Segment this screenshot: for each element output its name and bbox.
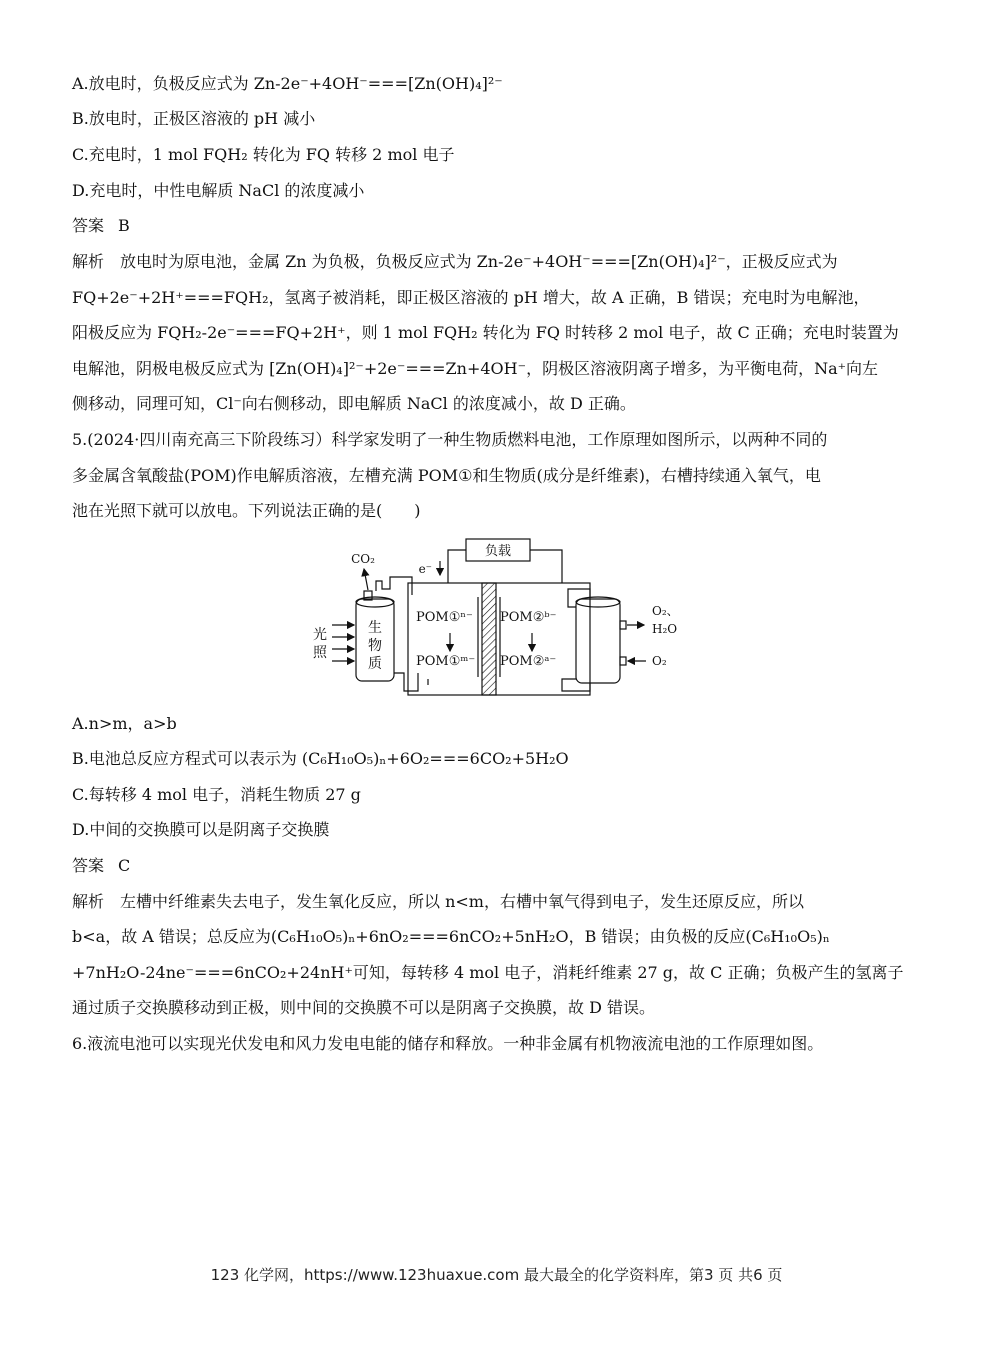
wire-right — [530, 550, 562, 583]
pom2-b-label: POM②ᵇ⁻ — [500, 610, 557, 625]
page-footer: 123 化学网，https://www.123huaxue.com 最大最全的化学资料库，第3 页 共6 页 — [210, 1266, 783, 1284]
q5-option-d: D.中间的交换膜可以是阴离子交换膜 — [72, 820, 330, 839]
q5-analysis-line: 解析 左槽中纤维素失去电子，发生氧化反应，所以 n<m，右槽中氧气得到电子，发生还原反应，所以 — [72, 892, 804, 911]
pom1-n-label: POM①ⁿ⁻ — [416, 610, 473, 625]
q4-analysis-line: 电解池，阴极电极反应式为 [Zn(OH)₄]²⁻+2e⁻===Zn+4OH⁻，阴极区溶液阴离子增多，为平衡电荷，Na⁺向左 — [72, 359, 879, 378]
q5-stem-line: 5.(2024·四川南充高三下阶段练习）科学家发明了一种生物质燃料电池，工作原理如图所示，以两种不同的 — [72, 430, 828, 449]
q5-analysis-line: b<a，故 A 错误；总反应为(C₆H₁₀O₅)ₙ+6nO₂===6nCO₂+5nH₂O，B 错误；由负极的反应(C₆H₁₀O₅)ₙ — [72, 927, 830, 946]
light-char: 照 — [313, 645, 327, 661]
q5-option-a: A.n>m，a>b — [72, 714, 177, 733]
q4-answer-label: 答案 — [72, 216, 105, 235]
biomass-char: 质 — [368, 656, 382, 672]
oxygen-cylinder — [576, 599, 620, 683]
co2-label: CO₂ — [351, 552, 375, 566]
outlet-o2-label: O₂、 — [652, 604, 679, 618]
pom1-m-label: POM①ᵐ⁻ — [416, 654, 476, 669]
q5-analysis-line: 通过质子交换膜移动到正极，则中间的交换膜不可以是阴离子交换膜，故 D 错误。 — [72, 998, 656, 1017]
q4-option-c: C.充电时，1 mol FQH₂ 转化为 FQ 转移 2 mol 电子 — [72, 145, 455, 164]
q4-analysis-line: 解析 放电时为原电池，金属 Zn 为负极，负极反应式为 Zn-2e⁻+4OH⁻===[Zn(OH)₄]²⁻，正极反应式为 — [72, 252, 838, 271]
q5-answer-label: 答案 — [72, 856, 105, 875]
exchange-membrane — [482, 583, 496, 695]
q4-analysis-line: 侧移动，同理可知，Cl⁻向右侧移动，即电解质 NaCl 的浓度减小，故 D 正确。 — [72, 394, 636, 413]
pom2-a-label: POM②ᵃ⁻ — [500, 654, 557, 669]
q4-answer-value: B — [118, 216, 130, 235]
q4-option-b: B.放电时，正极区溶液的 pH 减小 — [72, 109, 316, 128]
q5-answer-value: C — [118, 856, 131, 875]
q5-option-b: B.电池总反应方程式可以表示为 (C₆H₁₀O₅)ₙ+6O₂===6CO₂+5H₂O — [72, 749, 569, 768]
q4-analysis-line: 阳极反应为 FQH₂-2e⁻===FQ+2H⁺，则 1 mol FQH₂ 转化为 FQ 时转移 2 mol 电子，故 C 正确；充电时装置为 — [72, 323, 899, 342]
q5-option-c: C.每转移 4 mol 电子，消耗生物质 27 g — [72, 785, 361, 804]
electron-label: e⁻ — [418, 562, 432, 576]
co2-arrow — [364, 569, 368, 590]
q4-answer — [72, 215, 130, 237]
q6-stem: 6.液流电池可以实现光伏发电和风力发电电能的储存和释放。一种非金属有机物液流电池的工作原理如图。 — [72, 1034, 824, 1053]
q5-stem-line: 池在光照下就可以放电。下列说法正确的是( ) — [72, 501, 421, 520]
left-pipe-top — [376, 577, 412, 595]
outlet-port — [620, 621, 626, 629]
fuel-cell-diagram — [300, 537, 700, 703]
wire-left — [448, 550, 466, 583]
q5-analysis-line: +7nH₂O-24ne⁻===6nCO₂+24nH⁺可知，每转移 4 mol 电子，消耗纤维素 27 g，故 C 正确；负极产生的氢离子 — [72, 963, 904, 982]
left-pipe-bottom — [394, 673, 418, 691]
biomass-char: 生 — [368, 620, 382, 636]
biomass-char: 物 — [368, 638, 382, 654]
q4-option-d: D.充电时，中性电解质 NaCl 的浓度减小 — [72, 181, 365, 200]
q5-answer — [72, 855, 130, 877]
q4-option-a: A.放电时，负极反应式为 Zn-2e⁻+4OH⁻===[Zn(OH)₄]²⁻ — [72, 74, 503, 93]
right-pipe-bottom — [562, 679, 590, 691]
outlet-h2o-label: H₂O — [652, 622, 678, 636]
cell-tank — [408, 583, 590, 695]
q5-stem-line: 多金属含氧酸盐(POM)作电解质溶液，左槽充满 POM①和生物质(成分是纤维素)，右槽持续通入氧气，电 — [72, 466, 821, 485]
load-label: 负载 — [484, 544, 512, 559]
inlet-o2-label: O₂ — [652, 654, 667, 668]
q4-analysis-line: FQ+2e⁻+2H⁺===FQH₂，氢离子被消耗，即正极区溶液的 pH 增大，故 A 正确，B 错误；充电时为电解池， — [72, 288, 870, 307]
inlet-port — [620, 657, 626, 665]
light-char: 光 — [313, 627, 327, 643]
